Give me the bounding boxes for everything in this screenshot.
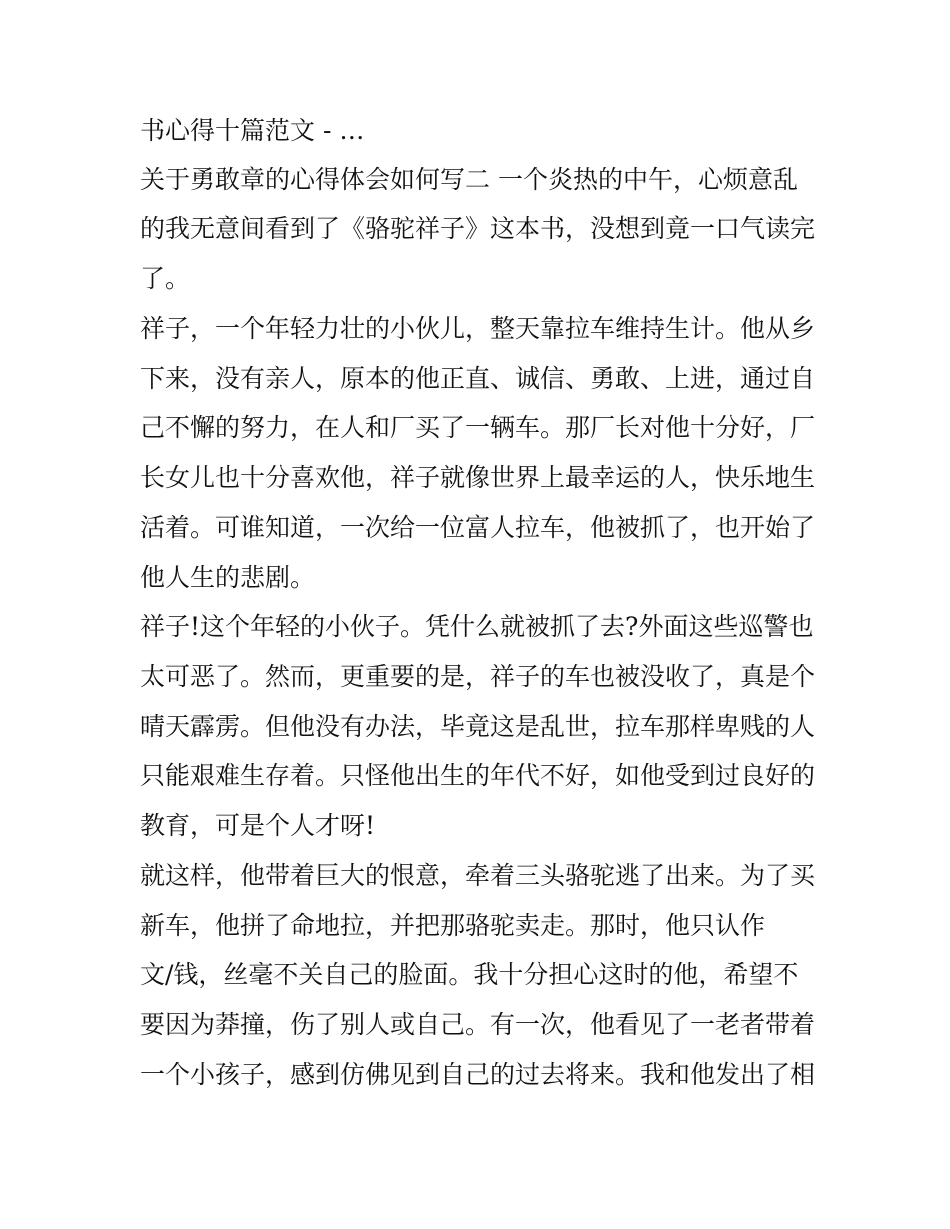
text-line: 他人生的悲剧。 [140,563,316,592]
text-line: 晴天霹雳。但他没有办法，毕竟这是乱世，拉车那样卑贱的人 [140,712,816,741]
text-line: 新车，他拼了命地拉，并把那骆驼卖走。那时，他只认作 [140,911,766,940]
text-line: 一个小孩子，感到仿佛见到自己的过去将来。我和他发出了相 [140,1060,816,1089]
text-line: 祥子，一个年轻力壮的小伙儿，整天靠拉车维持生计。他从乡 [140,314,816,343]
text-line: 关于勇敢章的心得体会如何写二 一个炎热的中午，心烦意乱 [140,165,798,194]
text-line: 文/钱，丝毫不关自己的脸面。我十分担心这时的他，希望不 [140,960,799,989]
document-title-line: 书心得十篇范文 - … [140,116,365,145]
text-line: 下来，没有亲人，原本的他正直、诚信、勇敢、上进，通过自 [140,364,816,393]
text-line: 活着。可谁知道，一次给一位富人拉车，他被抓了，也开始了 [140,513,816,542]
text-line: 己不懈的努力，在人和厂买了一辆车。那厂长对他十分好，厂 [140,413,816,442]
text-line: 的我无意间看到了《骆驼祥子》这本书，没想到竟一口气读完 [140,214,816,243]
text-line: 太可恶了。然而，更重要的是，祥子的车也被没收了，真是个 [140,662,816,691]
text-line: 祥子!这个年轻的小伙子。凭什么就被抓了去?外面这些巡警也 [140,612,814,641]
text-line: 长女儿也十分喜欢他，祥子就像世界上最幸运的人，快乐地生 [140,463,816,492]
text-line: 教育，可是个人才呀! [140,811,376,840]
text-line: 只能艰难生存着。只怪他出生的年代不好，如他受到过良好的 [140,761,816,790]
text-line: 了。 [140,264,191,293]
text-line: 就这样，他带着巨大的恨意，牵着三头骆驼逃了出来。为了买 [140,861,816,890]
text-line: 要因为莽撞，伤了别人或自己。有一次，他看见了一老者带着 [140,1010,816,1039]
